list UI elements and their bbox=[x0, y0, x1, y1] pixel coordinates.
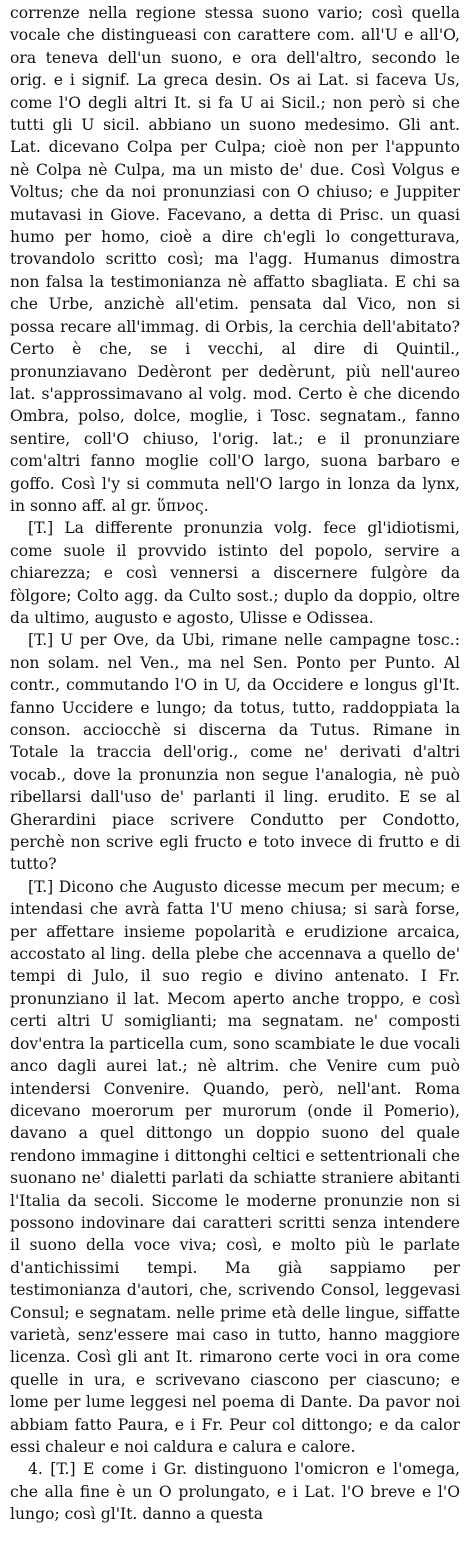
paragraph-u-per-ove: [T.] U per Ove, da Ubi, rimane nelle campagne tosc.: non solam. nel Ven., ma nel Sen. Ponto per Punto. Al contr., commutando l'O in U, da Occidere e longus gl'It. fanno Uccidere e lungo; da totus, tutto, raddoppiata la conson. acciocchè si discerna da Tutus. Rimane in Totale la traccia dell'orig., come ne' derivati d'altri vocab., dove la pronunzia non segue l'analogia, nè può ribellarsi dall'uso de' parlanti il ling. erudito. E se al Gherardini piace scrivere Condutto per Condotto, perchè non scrive egli fructo e toto invece di frutto e di tutto? bbox=[10, 631, 460, 874]
paragraph-idiotismi: [T.] La differente pronunzia volg. fece gl'idiotismi, come suole il provvido istinto del popolo, servire a chiarezza; e così vennersi a discernere fulgòre da fòlgore; Colto agg. da Culto sost.; duplo da doppio, oltre da ultimo, augusto e agosto, Ulisse e Odissea. bbox=[10, 519, 460, 627]
paragraph-continuation: correnze nella regione stessa suono vario; così quella vocale che distingueasi con carattere com. all'U e all'O, ora teneva dell'un suono, e ora dell'altro, secondo le orig. e i signif. La greca desin. Os ai Lat. si faceva Us, come l'O degli altri It. si fa U ai Sicil.; non però si che tutti gli U sicil. abbiano un suono medesimo. Gli ant. Lat. dicevano Colpa per Culpa; cioè non per l'appunto nè Colpa nè Culpa, ma un misto de' due. Così Volgus e Voltus; che da noi pronunziasi con O chiuso; e Juppiter mutavasi in Giove. Facevano, a detta di Prisc. un quasi humo per homo, cioè a dire ch'egli lo congetturava, trovandolo scritto così; ma l'agg. Humanus dimostra non falsa la testimonianza nè affatto sbagliata. E chi sa che Urbe, anzichè all'etim. pensata dal Vico, non si possa recare all'immag. di Orbis, la cerchia dell'abitato? Certo è che, se i vecchi, al dire di Quintil., pronunziavano Dedèront per dedèrunt, più nell'aureo lat. s'approssimavano al volg. mod. Certo è che dicendo Ombra, polso, dolce, moglie, i Tosc. segnatam., fanno sentire, coll'O chiuso, l'orig. lat.; e il pronunziare com'altri fanno moglie coll'O largo, suona barbaro e goffo. Così l'y si commuta nell'O largo in lonza da lynx, in sonno aff. al gr. ὕπνος. bbox=[10, 4, 460, 515]
paragraph-augusto: [T.] Dicono che Augusto dicesse mecum per mecum; e intendasi che avrà fatta l'U meno chiusa; si sarà forse, per affettare insieme popolarità e erudizione arcaica, accostato al ling. della plebe che accennava a quello de' tempi di Julo, il suo regio e divino antenato. I Fr. pronunziano il lat. Mecom aperto anche troppo, e così certi altri U somiglianti; ma segnatam. ne' composti dov'entra la particella cum, sono scambiate le due vocali anco dagli aurei lat.; nè altrim. che Venire cum può intendersi Convenire. Quando, però, nell'ant. Roma dicevano moerorum per murorum (onde il Pomerio), davano a quel dittongo un doppio suono del quale rendono immagine i dittonghi celtici e settentrionali che suonano ne' dialetti parlati da schiatte straniere abitanti l'Italia da secoli. Siccome le moderne pronunzie non si possono indovinare dai caratteri scritti senza intendere il suono della voce viva; così, e molto più le parlate d'antichissimi tempi. Ma già sappiamo per testimonianza d'autori, che, scrivendo Consol, leggevasi Consul; e segnatam. nelle prime età delle lingue, siffatte varietà, senz'essere mai caso in tutto, hanno maggiore licenza. Così gli ant It. rimarono certe voci in ora come quelle in ura, e scrivevano ciascono per ciascuno; e lome per lume leggesi nel poema di Dante. Da pavor noi abbiam fatto Paura, e i Fr. Peur col dittongo; e da calor essi chaleur e noi caldura e calura e calore. bbox=[10, 877, 460, 1456]
paragraph-section-4: 4. [T.] E come i Gr. distinguono l'omicron e l'omega, che alla fine è un O prolungato, e i Lat. l'O breve e l'O lungo; così gl'It. danno a questa bbox=[10, 1460, 460, 1524]
